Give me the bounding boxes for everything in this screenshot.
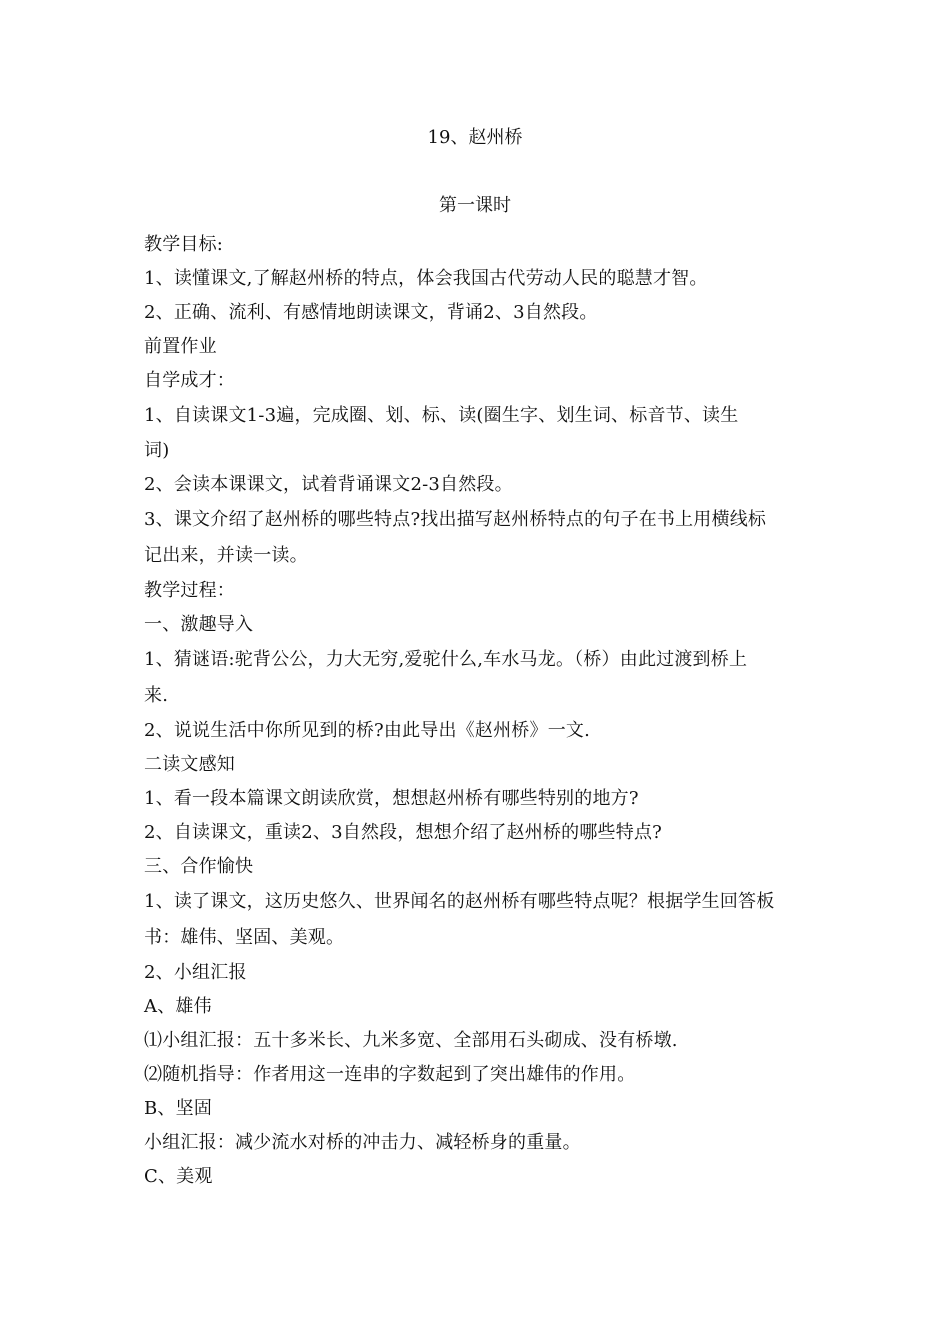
text-line: 1、读懂课文,了解赵州桥的特点，体会我国古代劳动人民的聪慧才智。 [144,268,708,289]
text-line: 一、激趣导入 [144,614,254,635]
text-line: 2、正确、流利、有感情地朗读课文，背诵2、3自然段。 [144,302,598,323]
text-line: 教学过程： [144,580,235,601]
text-line: 2、会读本课课文，试着背诵课文2-3自然段。 [144,474,513,495]
text-line: 来. [144,685,169,706]
text-line: B、坚固 [144,1098,213,1119]
text-line: ⑴小组汇报：五十多米长、九米多宽、全部用石头砌成、没有桥墩. [144,1030,678,1051]
document-title: 19、赵州桥 [427,127,523,148]
text-line: 前置作业 [144,336,217,357]
text-line: 三、合作愉快 [144,856,254,877]
document-body [144,228,812,1194]
text-line: 1、猜谜语:驼背公公，力大无穷,爱驼什么,车水马龙。（桥）由此过渡到桥上 [144,649,748,670]
text-line: 1、自读课文1-3遍，完成圈、划、标、读(圈生字、划生词、标音节、读生 [144,405,739,426]
text-line: 词) [144,440,170,461]
text-line: 3、课文介绍了赵州桥的哪些特点?找出描写赵州桥特点的句子在书上用横线标 [144,509,767,530]
text-line: 二读文感知 [144,754,235,775]
text-line: 2、说说生活中你所见到的桥?由此导出《赵州桥》一文. [144,720,591,741]
text-line: 1、看一段本篇课文朗读欣赏，想想赵州桥有哪些特别的地方? [144,788,639,809]
lesson-subtitle: 第一课时 [439,195,511,216]
text-line: 2、自读课文，重读2、3自然段，想想介绍了赵州桥的哪些特点? [144,822,663,843]
text-line: 自学成才： [144,370,235,391]
text-line: 教学目标: [144,234,224,255]
text-line: 2、小组汇报 [144,962,247,983]
text-line: ⑵随机指导：作者用这一连串的字数起到了突出雄伟的作用。 [144,1064,636,1085]
text-line: 书：雄伟、坚固、美观。 [144,927,345,948]
text-line: A、雄伟 [144,996,212,1017]
text-line: 1、读了课文，这历史悠久、世界闻名的赵州桥有哪些特点呢？根据学生回答板 [144,891,775,912]
text-line: 小组汇报：减少流水对桥的冲击力、减轻桥身的重量。 [144,1132,581,1153]
text-line: 记出来，并读一读。 [144,545,308,566]
text-line: C、美观 [144,1166,213,1187]
